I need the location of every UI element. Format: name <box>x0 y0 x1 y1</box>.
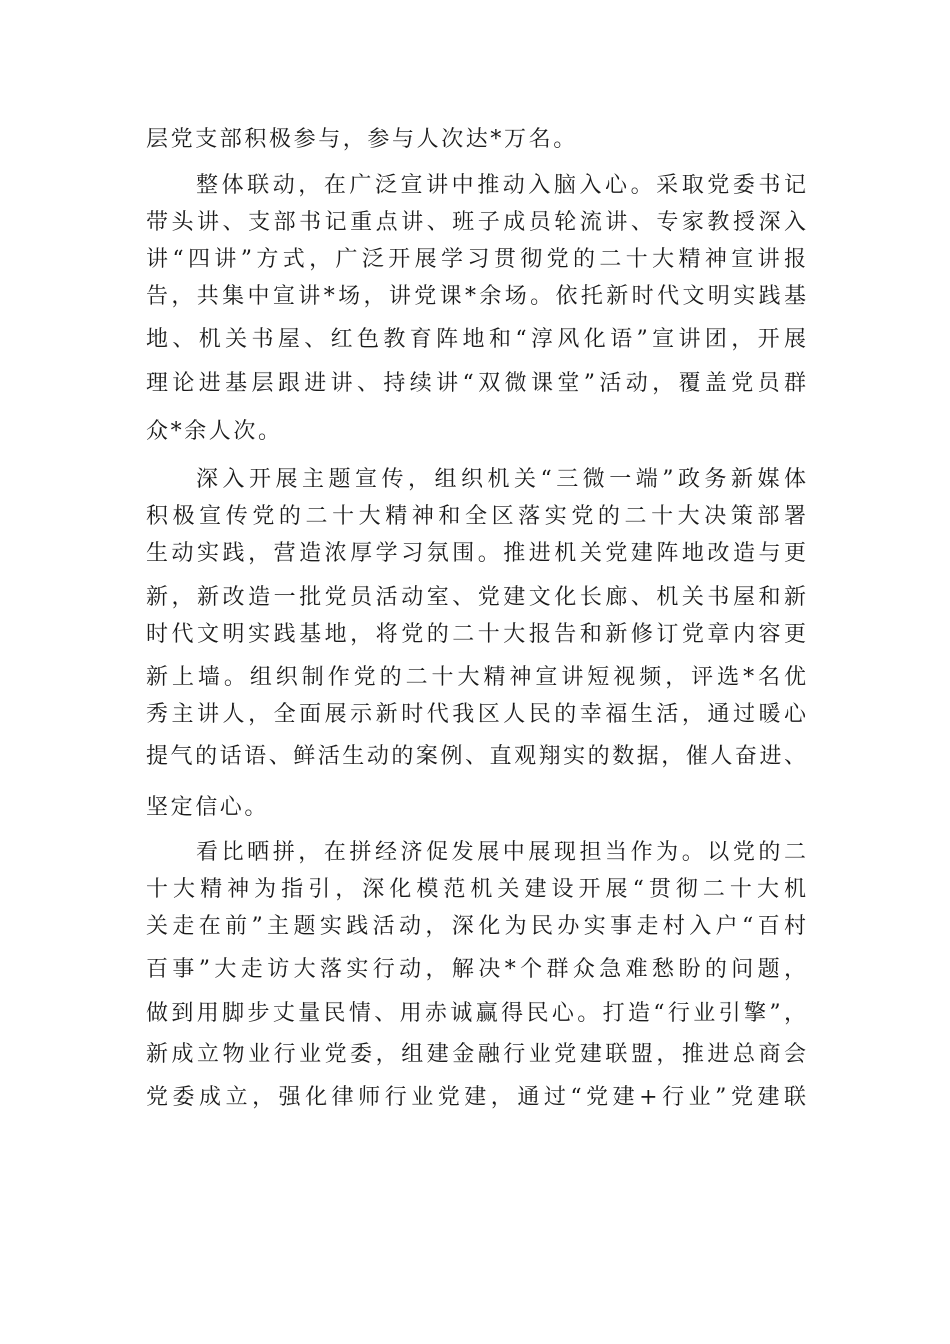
text-line: 百事”大走访大落实行动，解决*个群众急难愁盼的问题， <box>146 957 806 982</box>
text-line: 讲“四讲”方式，广泛开展学习贯彻党的二十大精神宣讲报 <box>146 247 806 272</box>
text-line: 告，共集中宣讲*场，讲党课*余场。依托新时代文明实践基 <box>146 284 806 309</box>
text-line: 提气的话语、鲜活生动的案例、直观翔实的数据，催人奋进、 <box>146 744 806 769</box>
text-line: 关走在前”主题实践活动，深化为民办实事走村入户“百村 <box>146 914 806 939</box>
text-line: 生动实践，营造浓厚学习氛围。推进机关党建阵地改造与更 <box>146 541 806 566</box>
text-line: 秀主讲人，全面展示新时代我区人民的幸福生活，通过暖心 <box>146 702 806 727</box>
text-line: 党委成立，强化律师行业党建，通过“党建+行业”党建联 <box>146 1085 806 1110</box>
paragraph-first-line: 看比晒拼，在拼经济促发展中展现担当作为。以党的二 <box>196 840 806 865</box>
paragraph-first-line: 深入开展主题宣传，组织机关“三微一端”政务新媒体 <box>196 467 806 492</box>
text-line: 新上墙。组织制作党的二十大精神宣讲短视频，评选*名优 <box>146 665 806 690</box>
text-line: 带头讲、支部书记重点讲、班子成员轮流讲、专家教授深入 <box>146 210 806 235</box>
paragraph-first-line: 整体联动，在广泛宣讲中推动入脑入心。采取党委书记 <box>196 173 806 198</box>
text-line: 新，新改造一批党员活动室、党建文化长廊、机关书屋和新 <box>146 585 806 610</box>
text-line: 新成立物业行业党委，组建金融行业党建联盟，推进总商会 <box>146 1042 806 1067</box>
text-line: 积极宣传党的二十大精神和全区落实党的二十大决策部署 <box>146 504 806 529</box>
text-line: 地、机关书屋、红色教育阵地和“淳风化语”宣讲团，开展 <box>146 327 806 352</box>
text-line: 坚定信心。 <box>146 795 270 820</box>
text-line: 时代文明实践基地，将党的二十大报告和新修订党章内容更 <box>146 622 806 647</box>
text-line: 层党支部积极参与，参与人次达*万名。 <box>146 127 578 152</box>
text-line: 众*余人次。 <box>146 419 283 444</box>
text-line: 理论进基层跟进讲、持续讲“双微课堂”活动，覆盖党员群 <box>146 371 806 396</box>
text-line: 做到用脚步丈量民情、用赤诚赢得民心。打造“行业引擎”， <box>146 1001 806 1026</box>
text-line: 十大精神为指引，深化模范机关建设开展“贯彻二十大机 <box>146 877 806 902</box>
